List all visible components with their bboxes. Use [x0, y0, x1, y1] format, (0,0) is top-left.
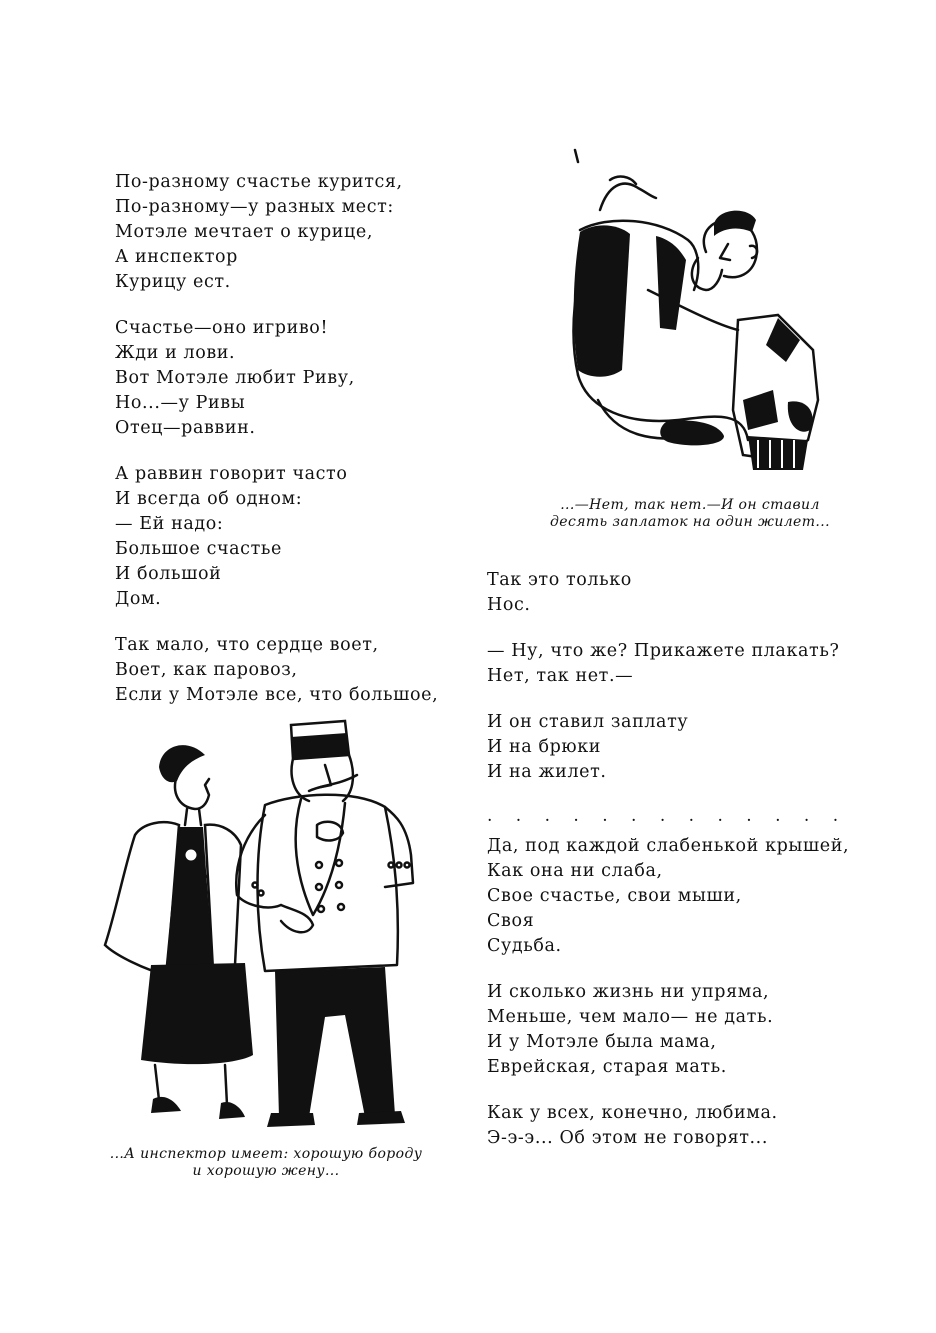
poem-line: Вот Мотэле любит Риву, [115, 368, 355, 388]
poem-line: Если у Мотэле все, что большое, [115, 685, 439, 705]
tailor-sewing-icon [538, 140, 838, 490]
poem-line: Еврейская, старая мать. [487, 1057, 727, 1077]
poem-line: Меньше, чем мало— не дать. [487, 1007, 774, 1027]
inspector-and-wife-icon [95, 715, 435, 1140]
poem-line: Нет, так нет.— [487, 666, 634, 686]
right-column [487, 568, 867, 1172]
poem-stanza [487, 568, 867, 618]
poem-stanza [115, 316, 455, 441]
poem-line: Дом. [115, 589, 162, 609]
poem-stanza [115, 462, 455, 612]
poem-line: И большой [115, 564, 222, 584]
poem-line: По-разному—у разных мест: [115, 197, 394, 217]
poem-line: Так это только [487, 570, 632, 590]
poem-line: Курицу ест. [115, 272, 231, 292]
poem-stanza [487, 639, 867, 689]
poem-line: И на жилет. [487, 762, 607, 782]
poem-stanza [487, 710, 867, 785]
poem-line: Отец—раввин. [115, 418, 256, 438]
poem-line: Жди и лови. [115, 343, 236, 363]
poem-line: — Ей надо: [115, 514, 224, 534]
bottom-illustration-caption [96, 1146, 436, 1180]
caption-line: десять заплаток на один жилет... [550, 514, 830, 530]
poem-line: И он ставил заплату [487, 712, 689, 732]
poem-line: Свое счастье, свои мыши, [487, 886, 742, 906]
poem-line: Мотэле мечтает о курице, [115, 222, 373, 242]
poem-stanza [115, 170, 455, 295]
poem-stanza [487, 834, 867, 959]
poem-line: — Ну, что же? Прикажете плакать? [487, 641, 840, 661]
poem-line: Но...—у Ривы [115, 393, 246, 413]
poem-line: Нос. [487, 595, 531, 615]
poem-line: По-разному счастье курится, [115, 172, 403, 192]
poem-line: Как у всех, конечно, любима. [487, 1103, 778, 1123]
caption-line: ...А инспектор имеет: хорошую бороду [109, 1146, 423, 1162]
left-column [115, 170, 455, 729]
poem-line: Воет, как паровоз, [115, 660, 298, 680]
poem-line: И всегда об одном: [115, 489, 303, 509]
poem-line: Как она ни слаба, [487, 861, 663, 881]
poem-line: А раввин говорит часто [115, 464, 348, 484]
poem-line: Э-э-э... Об этом не говорят... [487, 1128, 768, 1148]
poem-line: А инспектор [115, 247, 238, 267]
caption-line: ...—Нет, так нет.—И он ставил [560, 497, 820, 513]
section-separator: . . . . . . . . . . . . . [487, 806, 848, 826]
poem-line: Судьба. [487, 936, 562, 956]
poem-stanza [115, 633, 455, 708]
poem-line: Своя [487, 911, 535, 931]
caption-line: и хорошую жену... [192, 1163, 340, 1179]
poem-line: И у Мотэле была мама, [487, 1032, 717, 1052]
top-illustration-caption [520, 497, 860, 531]
poem-line: Большое счастье [115, 539, 282, 559]
poem-line: И на брюки [487, 737, 602, 757]
poem-stanza [487, 980, 867, 1080]
poem-line: И сколько жизнь ни упряма, [487, 982, 770, 1002]
poem-line: Так мало, что сердце воет, [115, 635, 379, 655]
poem-line: Да, под каждой слабенькой крышей, [487, 836, 850, 856]
poem-line: Счастье—оно игриво! [115, 318, 329, 338]
poem-stanza [487, 1101, 867, 1151]
